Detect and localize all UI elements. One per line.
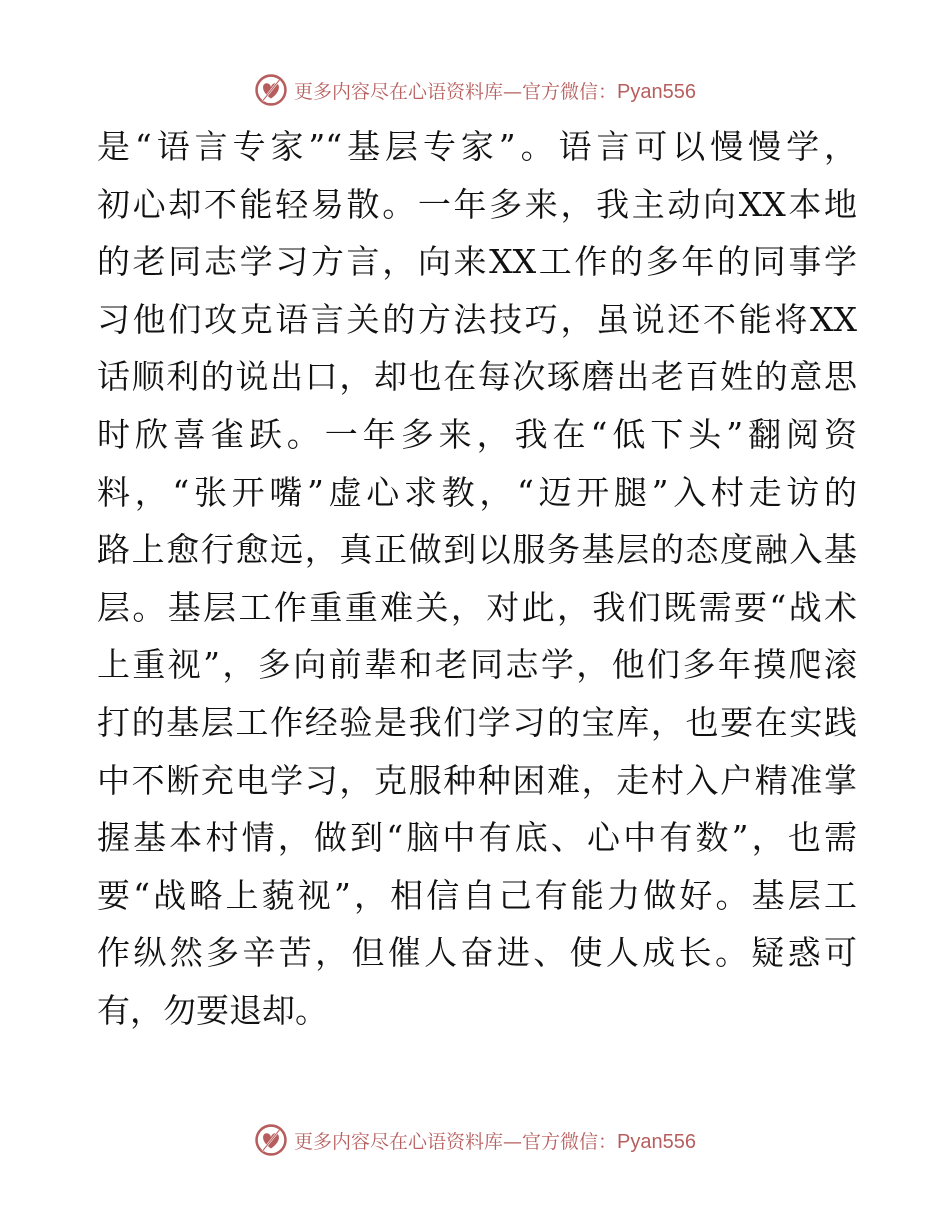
heart-logo-icon (254, 73, 288, 107)
body-line: 习他们攻克语言关的方法技巧，虽说还不能将XX (97, 299, 857, 339)
body-line: 上重视”，多向前辈和老同志学，他们多年摸爬滚 (97, 645, 857, 685)
body-line: 话顺利的说出口，却也在每次琢磨出老百姓的意思 (97, 357, 857, 397)
body-line: 时欣喜雀跃。一年多来，我在“低下头”翻阅资 (97, 414, 857, 454)
body-line: 的老同志学习方言，向来XX工作的多年的同事学 (97, 242, 857, 282)
body-line: 作纵然多辛苦，但催人奋进、使人成长。疑惑可 (97, 933, 857, 973)
body-line: 层。基层工作重重难关，对此，我们既需要“战术 (97, 587, 857, 627)
body-line: 路上愈行愈远，真正做到以服务基层的态度融入基 (97, 530, 857, 570)
header-watermark-id: Pyan556 (617, 80, 696, 103)
body-line: 打的基层工作经验是我们学习的宝库，也要在实践 (97, 702, 857, 742)
footer-watermark (0, 1120, 950, 1160)
header-watermark (0, 70, 950, 110)
body-line: 是“语言专家”“基层专家”。语言可以慢慢学， (97, 127, 857, 166)
footer-watermark-label: 更多内容尽在心语资料库—官方微信： (294, 1130, 618, 1153)
document-body (97, 118, 857, 1040)
body-line: 有，勿要退却。 (97, 990, 328, 1030)
body-line: 要“战略上藐视”，相信自己有能力做好。基层工 (97, 875, 857, 915)
footer-watermark-text (294, 1127, 696, 1154)
body-line: 中不断充电学习，克服种种困难，走村入户精准掌 (97, 760, 857, 800)
heart-logo-icon (254, 1123, 288, 1157)
header-watermark-text (294, 77, 696, 104)
body-line: 料，“张开嘴”虚心求教，“迈开腿”入村走访的 (97, 472, 857, 512)
body-line: 握基本村情，做到“脑中有底、心中有数”，也需 (97, 818, 857, 858)
body-line: 初心却不能轻易散。一年多来，我主动向XX本地 (97, 184, 857, 224)
footer-watermark-id: Pyan556 (617, 1130, 696, 1153)
header-watermark-label: 更多内容尽在心语资料库—官方微信： (294, 80, 618, 103)
